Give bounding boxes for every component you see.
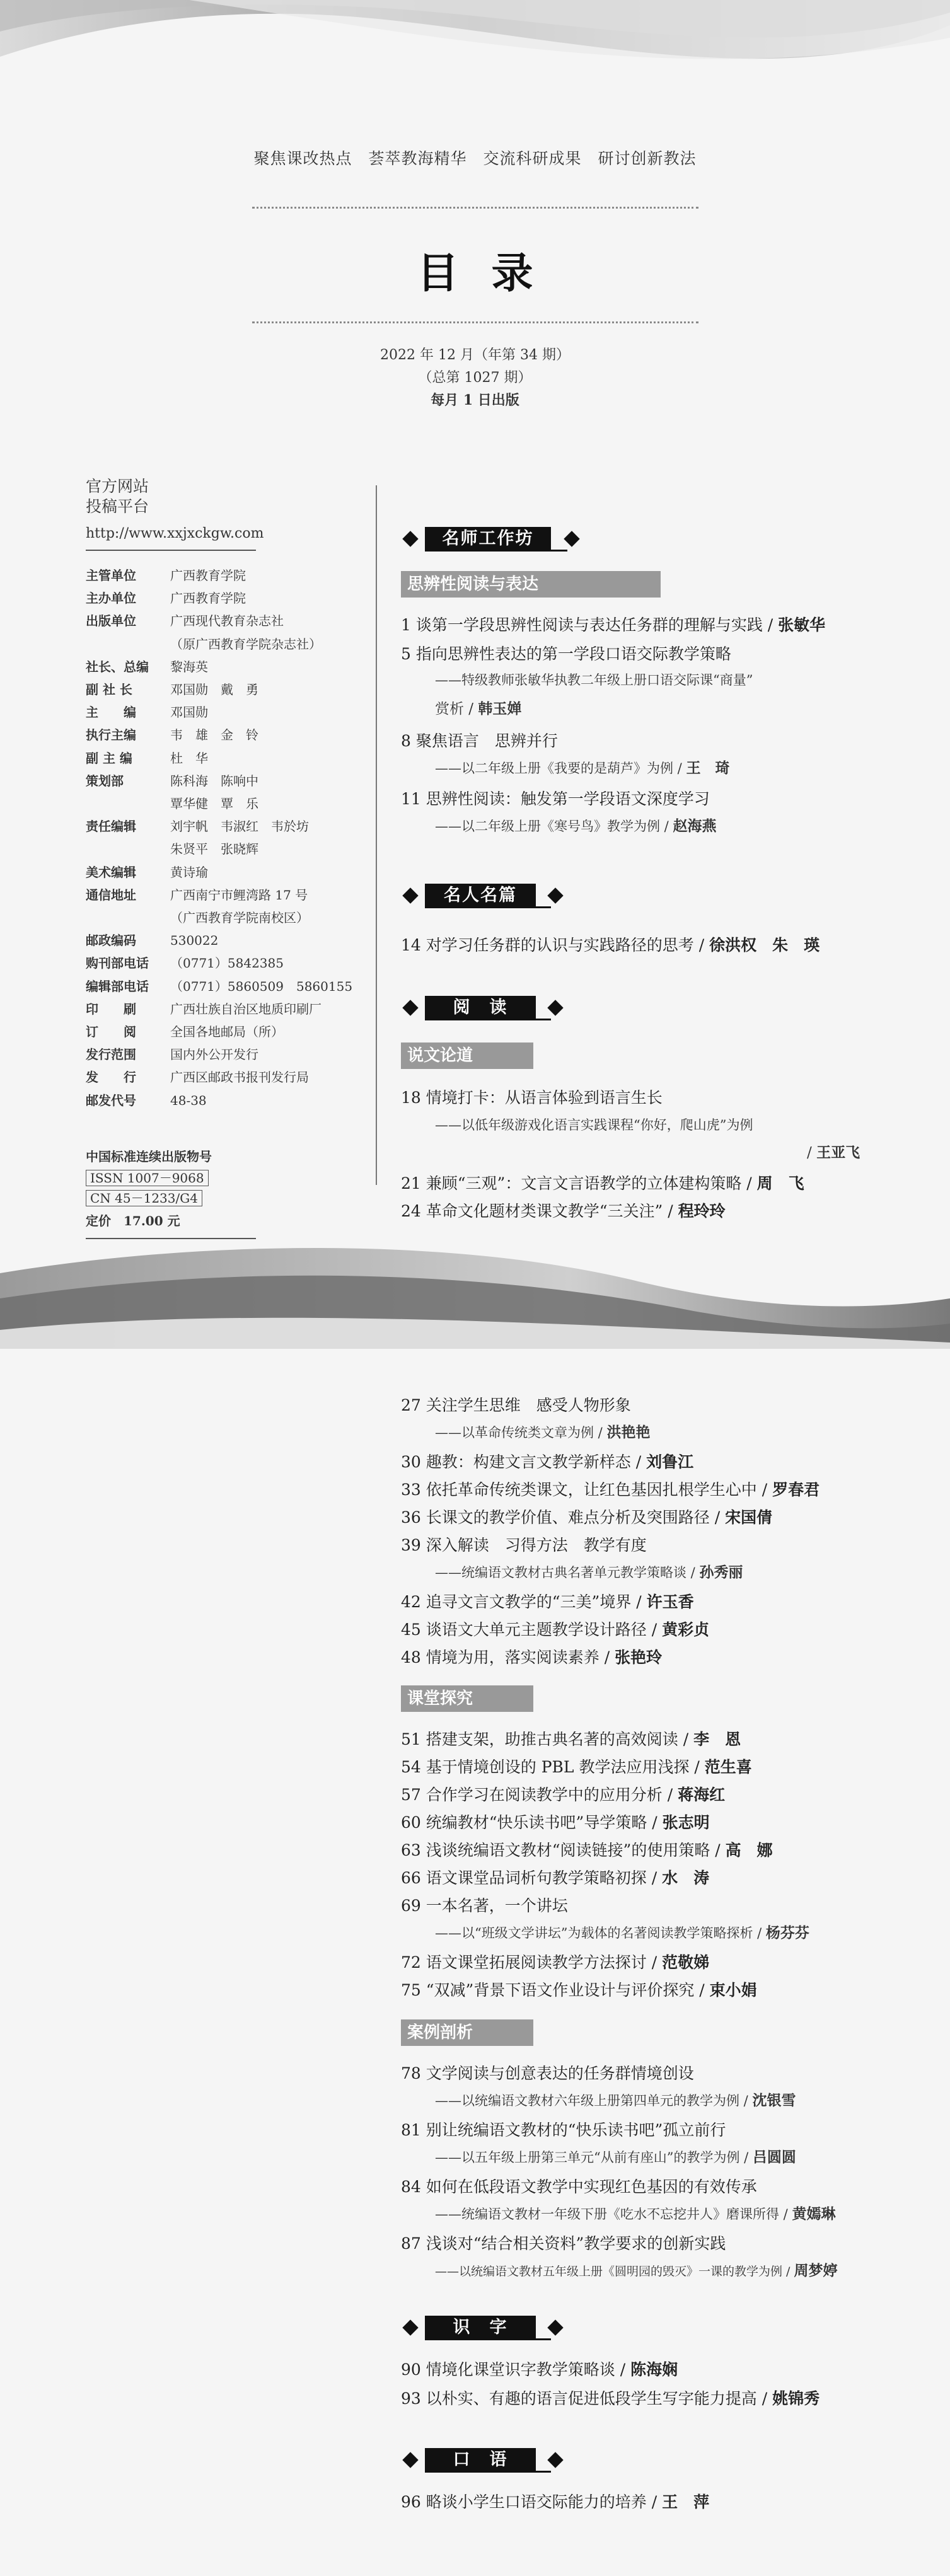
diamond-icon (547, 2319, 563, 2335)
publication-frequency: 每月 1 日出版 (431, 392, 519, 408)
masthead-key: 主办单位 (86, 591, 136, 606)
toc-entry[interactable]: 51 搭建支架，助推古典名著的高效阅读 / 李 恩 (401, 1730, 741, 1748)
issn (86, 1170, 209, 1186)
toc-subtitle: ——以低年级游戏化语言实践课程“你好，爬山虎”为例 (435, 1118, 753, 1133)
diamond-icon (402, 1000, 418, 1015)
toc-entry[interactable]: 1 谈第一学段思辨性阅读与表达任务群的理解与实践 / 张敏华 (401, 616, 826, 634)
masthead-value: （0771）5842385 (170, 956, 284, 971)
masthead-value: 广西壮族自治区地质印刷厂 (170, 1002, 321, 1017)
toc-subtitle: ——以五年级上册第三单元“从前有座山”的教学为例 / 吕圆圆 (435, 2149, 796, 2166)
diamond-icon (547, 1000, 563, 1015)
diamond-icon (402, 887, 418, 903)
masthead-divider (86, 550, 256, 551)
toc-subtitle: ——以统编语文教材五年级上册《圆明园的毁灭》一课的教学为例 / 周梦婷 (435, 2262, 838, 2279)
top-wave-decoration (0, 0, 950, 107)
toc-entry[interactable]: 27 关注学生思维 感受人物形象 (401, 1396, 631, 1414)
toc-subtitle: ——以革命传统类文章为例 / 洪艳艳 (435, 1424, 651, 1441)
masthead-key: 主 编 (86, 705, 136, 720)
toc-entry[interactable]: 60 统编教材“快乐读书吧”导学策略 / 张志明 (401, 1813, 710, 1832)
masthead-key: 邮政编码 (86, 933, 136, 948)
masthead-key: 购刊部电话 (86, 956, 149, 971)
masthead-value: 陈科海 陈响中 (170, 773, 258, 788)
cn-value: CN 45－1233/G4 (86, 1190, 202, 1206)
masthead-key: 编辑部电话 (86, 979, 149, 994)
section-label: 口 语 (425, 2448, 536, 2472)
dotted-divider (252, 321, 698, 323)
toc-entry[interactable]: 21 兼顾“三观”：文言文言语教学的立体建构策略 / 周 飞 (401, 1174, 804, 1193)
serial-number-title: 中国标准连续出版物号 (86, 1149, 212, 1164)
masthead-value: 广西教育学院 (170, 568, 246, 583)
section-label: 名人名篇 (425, 884, 536, 908)
section-label: 名师工作坊 (425, 527, 551, 551)
masthead-value: 全国各地邮局（所） (170, 1024, 284, 1039)
toc-subtitle: ——以二年级上册《寒号鸟》教学为例 / 赵海燕 (435, 817, 717, 835)
dotted-divider (252, 207, 698, 209)
section-label: 识 字 (425, 2316, 536, 2340)
masthead-value: 邓国勋 戴 勇 (170, 682, 258, 697)
issue-total: （总第 1027 期） (418, 370, 532, 386)
toc-entry[interactable]: 30 趣教：构建文言文教学新样态 / 刘鲁江 (401, 1453, 694, 1471)
masthead-key: 出版单位 (86, 613, 136, 628)
masthead-key: 发 行 (86, 1070, 136, 1085)
masthead-key: 执行主编 (86, 727, 136, 742)
website-url: http://www.xxjxckgw.com (86, 526, 264, 541)
subsection-anli: 案例剖析 (401, 2019, 533, 2046)
toc-author: / 王亚飞 (807, 1144, 860, 1161)
masthead-value: 黄诗瑜 (170, 865, 208, 880)
issn-value: ISSN 1007－9068 (86, 1170, 209, 1186)
bottom-wave-decoration (0, 1235, 950, 1349)
masthead-key: 邮发代号 (86, 1093, 136, 1108)
diamond-icon (402, 2319, 418, 2335)
toc-subtitle: ——以“班级文学讲坛”为载体的名著阅读教学策略探析 / 杨芬芬 (435, 1924, 809, 1941)
subsection-shuowen: 说文论道 (401, 1043, 533, 1069)
toc-entry[interactable]: 14 对学习任务群的认识与实践路径的思考 / 徐洪权 朱 瑛 (401, 936, 820, 954)
masthead-value: 邓国勋 (170, 705, 208, 720)
diamond-icon (547, 2452, 563, 2468)
toc-subtitle: ——特级教师张敏华执教二年级上册口语交际课“商量” (435, 673, 753, 688)
masthead-key: 副 社 长 (86, 682, 132, 697)
masthead-key: 印 刷 (86, 1002, 136, 1017)
masthead-value: 朱贤平 张晓辉 (170, 841, 258, 857)
toc-entry[interactable]: 11 思辨性阅读：触发第一学段语文深度学习 (401, 790, 710, 808)
toc-entry[interactable]: 90 情境化课堂识字教学策略谈 / 陈海娴 (401, 2360, 678, 2379)
toc-entry[interactable]: 5 指向思辨性表达的第一学段口语交际教学策略 (401, 645, 731, 663)
toc-entry[interactable]: 63 浅谈统编语文教材“阅读链接”的使用策略 / 高 娜 (401, 1841, 773, 1859)
masthead-key: 社长、总编 (86, 659, 149, 674)
toc-entry[interactable]: 93 以朴实、有趣的语言促进低段学生写字能力提高 / 姚锦秀 (401, 2389, 820, 2408)
masthead-value: 韦 雄 金 铃 (170, 727, 258, 742)
toc-entry[interactable]: 69 一本名著，一个讲坛 (401, 1897, 568, 1915)
masthead-value: 广西教育学院 (170, 591, 246, 606)
toc-entry[interactable]: 72 语文课堂拓展阅读教学方法探讨 / 范敬娣 (401, 1953, 710, 1972)
toc-entry[interactable]: 8 聚焦语言 思辨并行 (401, 732, 558, 750)
toc-entry[interactable]: 39 深入解读 习得方法 教学有度 (401, 1536, 647, 1554)
masthead-value: 530022 (170, 933, 219, 948)
masthead-value: 覃华健 覃 乐 (170, 796, 258, 811)
masthead-key: 订 阅 (86, 1024, 136, 1039)
toc-entry[interactable]: 54 基于情境创设的 PBL 教学法应用浅探 / 范生喜 (401, 1758, 752, 1776)
diamond-icon (547, 887, 563, 903)
masthead-key: 发行范围 (86, 1047, 136, 1062)
diamond-icon (564, 531, 579, 546)
toc-entry[interactable]: 84 如何在低段语文教学中实现红色基因的有效传承 (401, 2178, 757, 2196)
masthead-value: 广西区邮政书报刊发行局 (170, 1070, 309, 1085)
masthead-key: 副 主 编 (86, 751, 132, 766)
toc-entry[interactable]: 42 追寻文言文教学的“三美”境界 / 许玉香 (401, 1593, 694, 1611)
toc-subtitle: ——以二年级上册《我要的是葫芦》为例 / 王 琦 (435, 760, 730, 777)
toc-subtitle: ——统编语文教材一年级下册《吃水不忘挖井人》磨课所得 / 黄嫣琳 (435, 2205, 836, 2222)
masthead-key: 主管单位 (86, 568, 136, 583)
toc-entry[interactable]: 75 “双减”背景下语文作业设计与评价探究 / 束小娟 (401, 1981, 757, 1999)
cn-number (86, 1190, 202, 1206)
toc-page-2 (0, 1349, 950, 2576)
masthead-value: 刘宇帆 韦淑红 韦於坊 (170, 819, 309, 834)
toc-subtitle: 赏析 / 韩玉婵 (435, 700, 522, 717)
masthead-value: 48-38 (170, 1093, 207, 1108)
masthead-value: 黎海英 (170, 659, 208, 674)
platform-label: 投稿平台 (86, 497, 149, 516)
masthead-value: 广西现代教育杂志社 (170, 613, 284, 628)
masthead-key: 通信地址 (86, 887, 136, 903)
toc-entry[interactable]: 96 略谈小学生口语交际能力的培养 / 王 萍 (401, 2493, 710, 2511)
masthead-value: 国内外公开发行 (170, 1047, 258, 1062)
toc-subtitle: ——以统编语文教材六年级上册第四单元的教学为例 / 沈银雪 (435, 2092, 796, 2109)
toc-entry[interactable]: 48 情境为用，落实阅读素养 / 张艳玲 (401, 1648, 663, 1666)
diamond-icon (402, 2452, 418, 2468)
slogan: 聚焦课改热点 荟萃教海精华 交流科研成果 研讨创新教法 (253, 149, 697, 168)
subsection-ketang: 课堂探究 (401, 1685, 533, 1712)
toc-entry[interactable]: 33 依托革命传统类课文，让红色基因扎根学生心中 / 罗春君 (401, 1481, 820, 1499)
toc-entry[interactable]: 45 谈语文大单元主题教学设计路径 / 黄彩贞 (401, 1620, 710, 1639)
diamond-icon (402, 531, 418, 546)
toc-subtitle: ——统编语文教材古典名著单元教学策略谈 / 孙秀丽 (435, 1564, 743, 1581)
toc-entry[interactable]: 78 文学阅读与创意表达的任务群情境创设 (401, 2064, 694, 2082)
column-divider (376, 485, 377, 1185)
section-label: 阅 读 (425, 996, 536, 1020)
masthead-value: （0771）5860509 5860155 (170, 979, 353, 994)
masthead-key: 美术编辑 (86, 865, 136, 880)
issue-date: 2022 年 12 月（年第 34 期） (380, 347, 570, 363)
website-labels (86, 477, 363, 517)
toc-entry[interactable]: 81 别让统编语文教材的“快乐读书吧”孤立前行 (401, 2121, 726, 2139)
masthead-key: 策划部 (86, 773, 124, 788)
masthead-value: 广西南宁市鲤湾路 17 号 (170, 887, 308, 903)
website-label: 官方网站 (86, 477, 149, 495)
toc-entry[interactable]: 18 情境打卡：从语言体验到语言生长 (401, 1089, 663, 1107)
toc-entry[interactable]: 36 长课文的教学价值、难点分析及突围路径 / 宋国倩 (401, 1508, 773, 1527)
toc-entry[interactable]: 66 语文课堂品词析句教学策略初探 / 水 涛 (401, 1869, 710, 1887)
price: 定价 17.00 元 (86, 1213, 180, 1228)
masthead-value: （原广西教育学院杂志社） (170, 637, 321, 652)
page-title: 目录 (417, 248, 566, 297)
toc-entry[interactable]: 24 革命文化题材类课文教学“三关注” / 程玲玲 (401, 1202, 726, 1220)
toc-entry[interactable]: 57 合作学习在阅读教学中的应用分析 / 蒋海红 (401, 1786, 726, 1804)
masthead-key: 责任编辑 (86, 819, 136, 834)
subsection-sibian: 思辨性阅读与表达 (401, 571, 661, 598)
masthead-value: 杜 华 (170, 751, 208, 766)
toc-entry[interactable]: 87 浅谈对“结合相关资料”教学要求的创新实践 (401, 2234, 726, 2253)
masthead-value: （广西教育学院南校区） (170, 910, 309, 925)
